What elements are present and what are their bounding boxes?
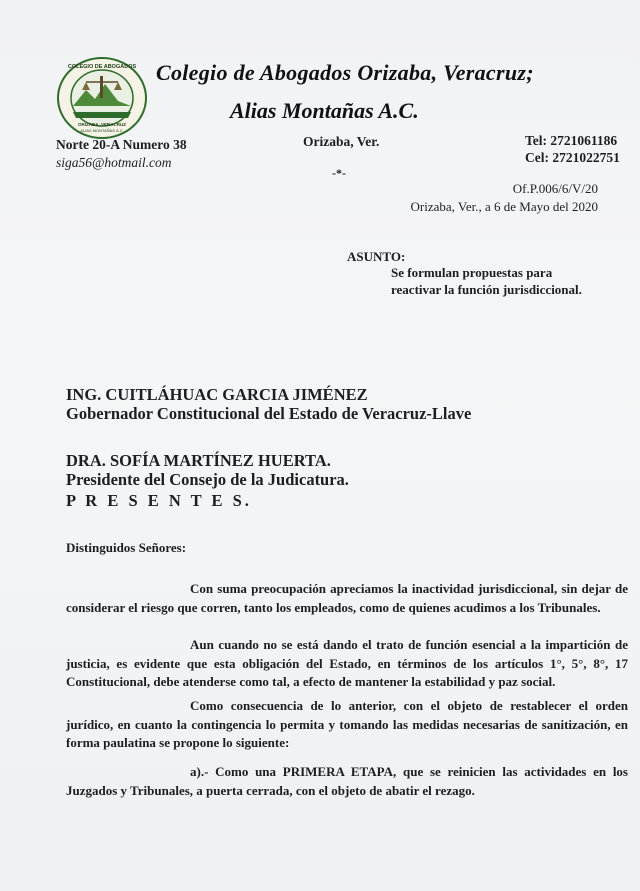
subject-line-2: reactivar la función jurisdiccional. <box>391 282 582 297</box>
recipient-2-name: DRA. SOFÍA MARTÍNEZ HUERTA. <box>66 451 331 470</box>
svg-text:ORIZABA, VERACRUZ: ORIZABA, VERACRUZ <box>78 122 126 127</box>
paragraph-4: a).- Como una PRIMERA ETAPA, que se reinicien las actividades en los Juzgados y Tribunales, a puerta cerrada, con el objeto de abatir el rezago. <box>66 764 628 798</box>
recipient-2-title: Presidente del Consejo de la Judicatura. <box>66 470 349 489</box>
svg-text:COLEGIO DE ABOGADOS: COLEGIO DE ABOGADOS <box>67 64 137 70</box>
presentes: P R E S E N T E S. <box>66 491 252 510</box>
email: siga56@hotmail.com <box>56 155 172 170</box>
recipient-1-name: ING. CUITLÁHUAC GARCIA JIMÉNEZ <box>66 385 368 404</box>
svg-text:ALIAS MONTAÑAS A.C.: ALIAS MONTAÑAS A.C. <box>80 128 124 133</box>
paragraph-3: Como consecuencia de lo anterior, con el objeto de restablecer el orden jurídico, en cuanto la contingencia lo permita y tomando las medidas necesarias de sanitización, en forma paulatina se propone lo siguiente: <box>66 698 628 750</box>
telephone: Tel: 2721061186 <box>525 133 618 148</box>
paragraph-1: Con suma preocupación apreciamos la inactividad jurisdiccional, sin dejar de considerar el riesgo que corren, tanto los empleados, como de quienes acudimos a los Tribunales. <box>66 581 628 615</box>
bar-association-seal <box>56 56 148 140</box>
subject-label: ASUNTO: <box>347 249 406 264</box>
city: Orizaba, Ver. <box>303 134 380 149</box>
cellphone: Cel: 2721022751 <box>525 150 620 165</box>
paragraph-2: Aun cuando no se está dando el trato de función esencial a la impartición de justicia, es evidente que esta obligación del Estado, en términos de los artículos 1°, 5°, 8°, 17 Constitucional, debe atenderse como tal, a efecto de mantener la estabilidad y paz social. <box>66 637 628 689</box>
office-reference: Of.P.006/6/V/20 <box>512 181 598 196</box>
separator: -*- <box>332 166 346 180</box>
firm-subtitle: Alias Montañas A.C. <box>230 98 419 123</box>
firm-title: Colegio de Abogados Orizaba, Veracruz; <box>156 60 534 85</box>
greeting: Distinguidos Señores: <box>66 540 187 555</box>
subject-line-1: Se formulan propuestas para <box>391 265 553 280</box>
recipient-1-title: Gobernador Constitucional del Estado de Veracruz-Llave <box>66 404 472 423</box>
place-date: Orizaba, Ver., a 6 de Mayo del 2020 <box>410 199 598 214</box>
address: Norte 20-A Numero 38 <box>56 137 187 152</box>
